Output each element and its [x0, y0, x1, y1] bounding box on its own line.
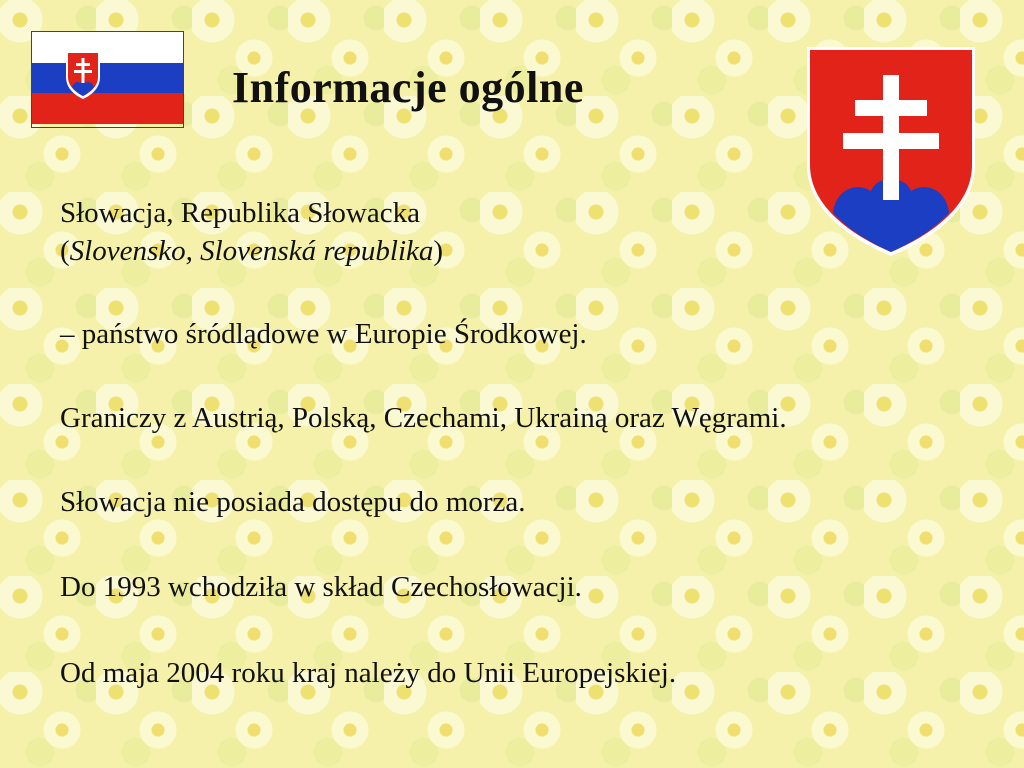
text-line-borders: Graniczy z Austrią, Polską, Czechami, Ukrainą oraz Węgrami. [60, 402, 787, 434]
text-line-landlocked: – państwo śródlądowe w Europie Środkowej. [60, 318, 587, 350]
slide-title: Informacje ogólne [232, 63, 584, 112]
paren-close: ) [433, 235, 444, 267]
text-line-sea-access: Słowacja nie posiada dostępu do morza. [60, 486, 526, 518]
slide-body [60, 194, 980, 692]
flag-stripe-red [32, 93, 183, 124]
text-line-native-name [60, 232, 980, 270]
text-line-czechoslovakia: Do 1993 wchodziła w skład Czechosłowacji. [60, 571, 582, 603]
text-line-country-name: Słowacja, Republika Słowacka [60, 197, 420, 229]
paren-open: ( [60, 235, 70, 267]
slovakia-flag [31, 31, 184, 128]
native-name: Slovensko, Slovenská republika [69, 235, 434, 267]
flag-stripe-white [32, 32, 183, 63]
text-line-eu-membership: Od maja 2004 roku kraj należy do Unii Europejskiej. [60, 657, 677, 689]
flag-emblem-icon [64, 49, 102, 101]
flag-stripe-blue [32, 63, 183, 94]
